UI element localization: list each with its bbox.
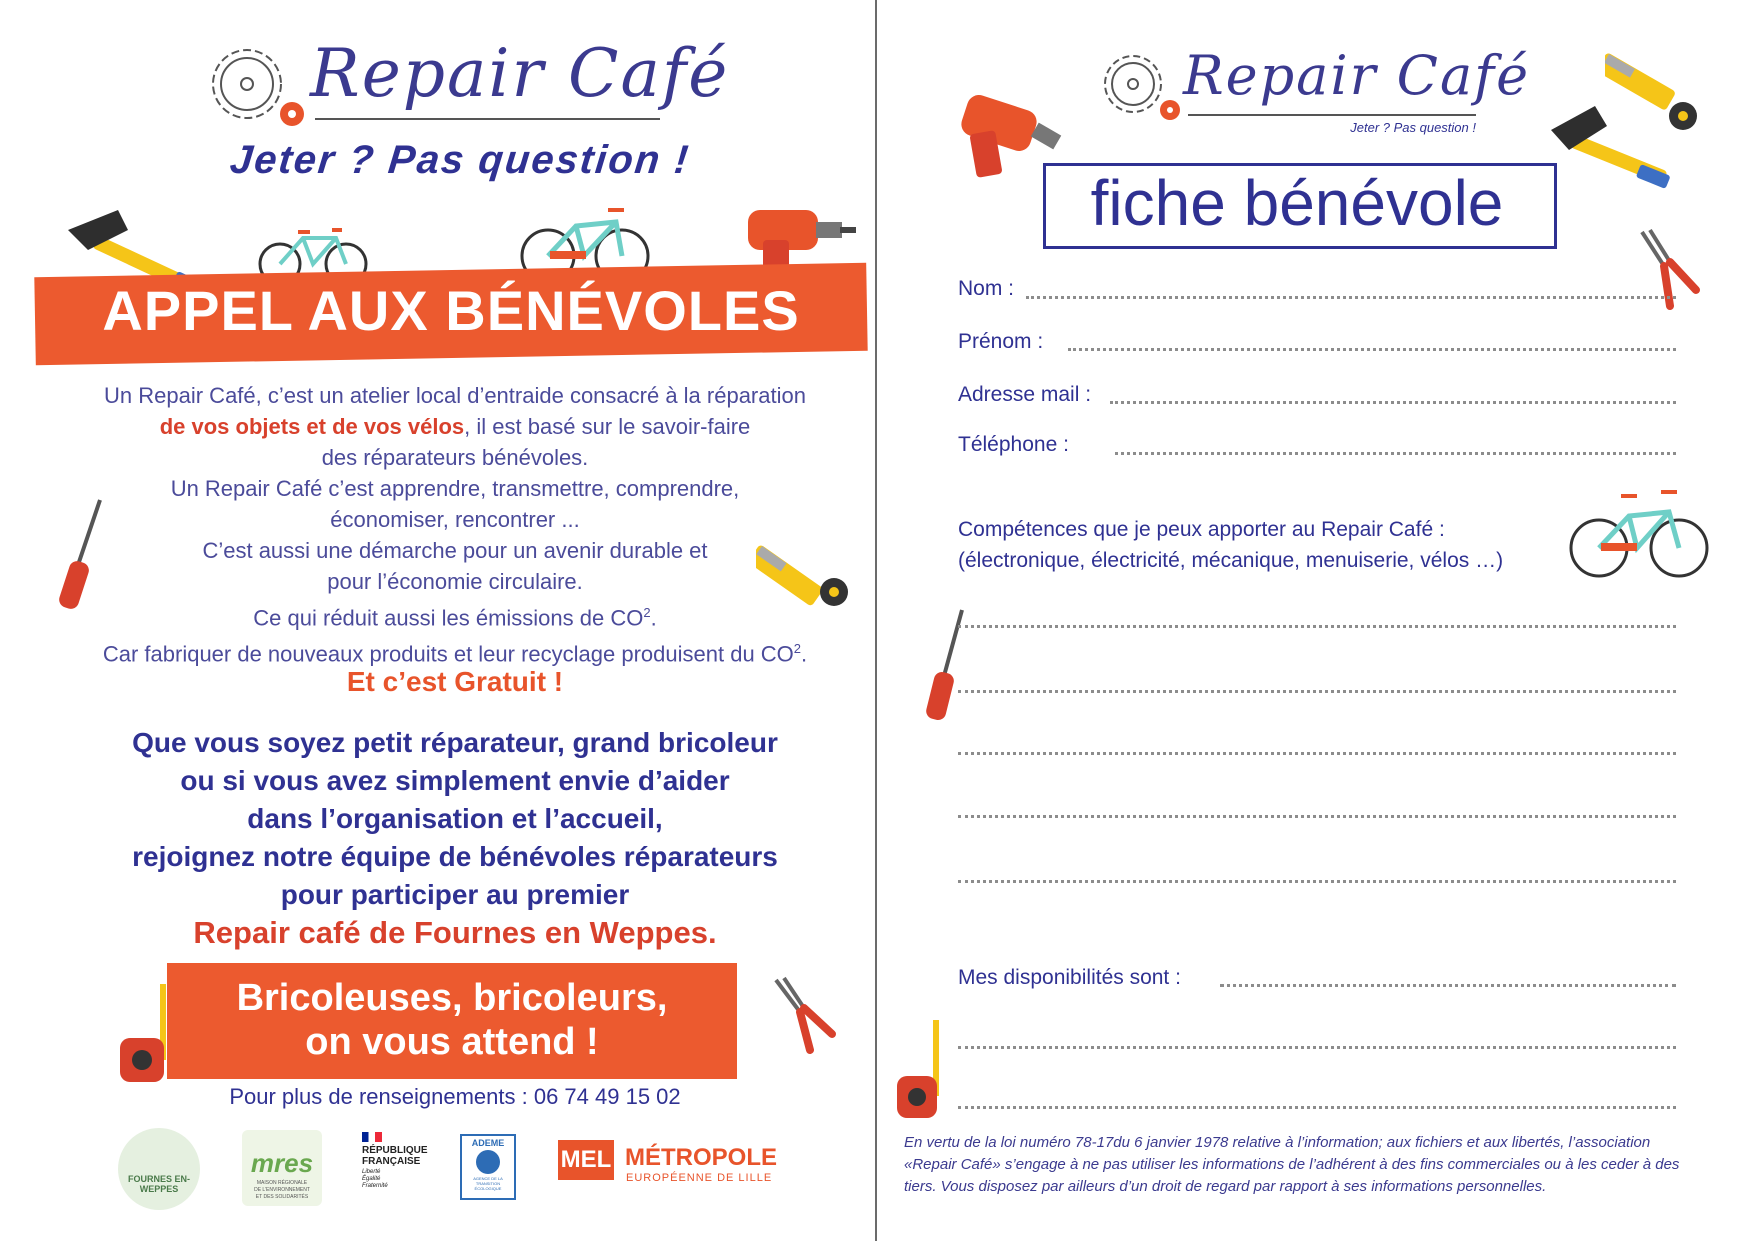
availability-label: Mes disponibilités sont : — [958, 966, 1181, 989]
ademe-logo — [460, 1134, 516, 1200]
tape-measure-icon-right — [895, 1016, 945, 1126]
field-nom-line[interactable] — [1026, 296, 1676, 299]
call-line-2: ou si vous avez simplement envie d’aider — [180, 765, 730, 796]
bicycle-icon-right — [1565, 484, 1713, 580]
ademe-name: ADEME — [471, 1138, 505, 1148]
logo-underline — [315, 118, 660, 120]
form-title: fiche bénévole — [1090, 167, 1504, 239]
logo-tagline-right: Jeter ? Pas question ! — [1350, 120, 1476, 135]
call-line-6: Repair café de Fournes en Weppes. — [193, 915, 717, 950]
pliers-icon-right — [1636, 228, 1700, 312]
fournes-logo-text: FOURNES EN-WEPPES — [127, 1174, 190, 1194]
call-to-action-text — [40, 724, 870, 952]
field-label-nom: Nom : — [958, 277, 1015, 300]
page-divider — [875, 0, 877, 1241]
competences-line-5[interactable] — [958, 880, 1676, 883]
co2-sup: 2 — [793, 641, 802, 657]
ademe-sub: AGENCE DE LA TRANSITION ÉCOLOGIQUE — [473, 1176, 503, 1191]
rf-line-4: Égalité — [362, 1176, 381, 1182]
rf-line-2: FRANÇAISE — [362, 1156, 421, 1167]
field-prenom-line[interactable] — [1068, 348, 1676, 351]
intro-line-5: économiser, rencontrer ... — [330, 507, 580, 532]
gear-logo-icon — [200, 40, 310, 130]
field-label-email: Adresse mail : — [958, 383, 1092, 406]
globe-icon — [476, 1150, 500, 1174]
mres-sub-1: MAISON RÉGIONALE — [256, 1180, 308, 1186]
mres-logo — [242, 1130, 322, 1206]
legal-notice: En vertu de la loi numéro 78-17du 6 janvier 1978 relative à l’information; aux fichiers et aux libertés, l’association «Repair Café» s’engage à ne pas utiliser les informations de l’adhérent à des fins commerciales ou à les ceder à des tiers. Vous disposez par ailleurs d’un droit de regard par rapport à ses informations personnelles. — [904, 1134, 1680, 1195]
call-line-3: dans l’organisation et l’accueil, — [247, 803, 663, 834]
rf-line-5: Fraternité — [362, 1183, 388, 1189]
call-line-4: rejoignez notre équipe de bénévoles réparateurs — [132, 841, 778, 872]
competences-label-1: Compétences que je peux apporter au Repair Café : — [958, 518, 1445, 541]
slogan: Jeter ? Pas question ! — [227, 138, 693, 182]
intro-text — [40, 380, 870, 670]
logo-title: Repair Café — [310, 35, 730, 112]
intro-line-6: C’est aussi une démarche pour un avenir durable et — [202, 538, 708, 563]
logo-title-right: Repair Café — [1183, 44, 1531, 107]
gear-logo-icon-right — [1095, 48, 1185, 122]
appeal-banner-title: APPEL AUX BÉNÉVOLES — [102, 279, 800, 342]
intro-period-2: . — [801, 641, 808, 667]
competences-line-2[interactable] — [958, 690, 1676, 693]
intro-highlight: de vos objets et de vos vélos — [159, 414, 465, 439]
contact-info: Pour plus de renseignements : 06 74 49 15 02 — [229, 1084, 681, 1109]
fournes-logo — [118, 1128, 200, 1210]
cta-line-1: Bricoleuses, bricoleurs, — [236, 977, 668, 1019]
mres-logo-name: mres — [250, 1148, 314, 1178]
availability-line-3[interactable] — [958, 1106, 1676, 1109]
cta-line-2: on vous attend ! — [305, 1021, 599, 1063]
intro-line-2: , il est basé sur le savoir-faire — [464, 414, 751, 439]
cta-text — [167, 976, 737, 1064]
hammer-icon-right — [1545, 102, 1675, 194]
intro-line-9: Car fabriquer de nouveaux produits et leur recyclage produisent du CO — [102, 641, 794, 667]
intro-period-1: . — [650, 605, 657, 631]
french-flag-icon — [362, 1132, 382, 1142]
mres-sub-2: DE L’ENVIRONNEMENT — [254, 1187, 310, 1193]
co2-sup: 2 — [643, 605, 651, 620]
availability-line-1[interactable] — [1220, 984, 1676, 987]
call-line-5: pour participer au premier — [280, 879, 630, 910]
mres-logo-sub — [242, 1180, 322, 1201]
intro-line-4: Un Repair Café c’est apprendre, transmettre, comprendre, — [170, 476, 740, 501]
competences-line-1[interactable] — [958, 625, 1676, 628]
cutter-knife-icon — [756, 520, 856, 610]
rf-line-1: RÉPUBLIQUE — [362, 1145, 428, 1156]
competences-line-4[interactable] — [958, 815, 1676, 818]
field-label-prenom: Prénom : — [958, 330, 1044, 353]
intro-line-3: des réparateurs bénévoles. — [321, 445, 589, 470]
rf-line-3: Liberté — [362, 1169, 381, 1175]
logo-underline-right — [1188, 114, 1476, 116]
intro-line-7: pour l’économie circulaire. — [327, 569, 583, 594]
pliers-icon — [770, 976, 840, 1056]
mel-name: MÉTROPOLE — [625, 1144, 778, 1171]
field-telephone-line[interactable] — [1115, 452, 1676, 455]
call-line-1: Que vous soyez petit réparateur, grand bricoleur — [132, 727, 778, 758]
mel-sub: EUROPÉENNE DE LILLE — [626, 1172, 773, 1184]
intro-line-8: Ce qui réduit aussi les émissions de CO — [253, 605, 644, 631]
screwdriver-icon — [50, 495, 110, 615]
republique-francaise-logo — [362, 1132, 442, 1204]
screwdriver-icon-right — [918, 606, 968, 726]
field-email-line[interactable] — [1110, 401, 1676, 404]
intro-line-1: Un Repair Café, c’est un atelier local d’entraide consacré à la réparation — [104, 383, 806, 408]
mel-badge: MEL — [558, 1140, 614, 1180]
availability-line-2[interactable] — [958, 1046, 1676, 1049]
free-notice: Et c’est Gratuit ! — [346, 666, 564, 697]
competences-line-3[interactable] — [958, 752, 1676, 755]
mres-sub-3: ET DES SOLIDARITÉS — [255, 1194, 309, 1200]
competences-label-2: (électronique, électricité, mécanique, menuiserie, vélos …) — [958, 549, 1504, 572]
field-label-telephone: Téléphone : — [958, 433, 1069, 456]
